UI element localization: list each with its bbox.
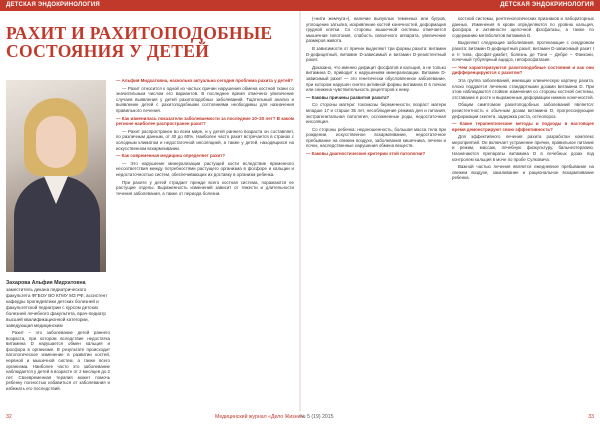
article-paragraph: Со стороны ребенка: недоношенность, большая масса тела при рождении, искусственное вскармливание, недостаточное пребывание на свежем воздухе, заболевания кишечника, печени и почек, наследственные нарушения обмена веществ. xyxy=(306,126,446,149)
author-bio: заместитель декана педиатрического факультета ФГБОУ ВО КГМУ МЗ РФ, ассистент кафедры пропедевтики детских болезней и факультетской педиатрии с курсом детских болезней лечебного факультета, врач-педиатр высшей квалификационной категории, заведующая медицинским xyxy=(6,287,108,328)
interview-question: — Каковы диагностические критерии этой патологии? xyxy=(306,151,426,157)
column-4 xyxy=(452,16,594,408)
interview-question: — Каковы причины развития рахита? xyxy=(306,94,390,100)
article-title: РАХИТ И РАХИТОПОДОБНЫЕ СОСТОЯНИЯ У ДЕТЕЙ xyxy=(6,23,273,61)
page-spine xyxy=(299,11,301,411)
article-paragraph: («нити жемчуга»), наличие выпуклых теменных или бугров, уплощение затылка, искривление костей конечностей, деформация грудной клетки. Со стороны мышечной системы отмечается мышечная гипотония, слабость связочного аппарата, увеличение размеров живота. xyxy=(306,16,446,44)
author-photo xyxy=(6,80,106,272)
page-footer xyxy=(0,411,600,424)
article-paragraph: Доказано, что именно дефицит фосфатов и кальция, а не только витамина D, приводит к нарушениям минерализации. Витамин D-зависимый рахит — это генетически обусловленное заболевание, при котором нарушен синтез активной формы витамина D в почках или снижена чувствительность рецепторов к нему. xyxy=(306,64,446,93)
page-number-right: 33 xyxy=(588,414,594,420)
interview-question: — Как изменилась показатели заболеваемости за последние 10–20 лет? В каком регионе наиболее распространен рахит? xyxy=(116,115,294,127)
article-paragraph: костной системы, рентгенологических признаков и лабораторных данных. Изменения в крови определяются по уровню кальция, фосфора и активности щелочной фосфатазы, а также по содержанию метаболитов витамина D. xyxy=(452,16,594,38)
interview-question: — Чем характеризуются рахитоподобные состояния и как они дифференцируются с рахитом? xyxy=(452,64,594,76)
article-paragraph: — Рахит распространен во всем мире, и у детей раннего возраста он составляет, по различным данным, от 40 до 60%. Наиболее часто рахит встречается в странах с холодным климатом и недостаточной инсоляцией, а также у детей, находящихся на искусственном вскармливании. xyxy=(116,128,294,151)
article-paragraph: Общим симптомом рахитоподобных заболеваний является: резистентность к обычным дозам витамина D, прогрессирующие деформации скелета, задержка роста, остеопороз. xyxy=(452,102,594,119)
page-number-left: 32 xyxy=(6,414,12,420)
article-paragraph: Для эффективного лечения рахита разработан комплекс мероприятий. Он включает устранение причин, правильное питание и режим, массаж, лечебную физкультуру, бальнеотерапию. Назначаются препараты витамина D в лечебных дозах под контролем кальция в моче по пробе Сулковича. xyxy=(452,134,594,162)
intro-paragraph: Рахит – это заболевание детей раннего возраста, при котором вследствие недостатка витамина D нарушается обмен кальция и фосфора в организме. В результате происходит патологическое изменение в развитии костей, нервной и мышечной систем, а также всего организма. Наиболее часто это заболевание наблюдается у детей в возрасте от 2 месяцев до 2 лет. Своевременная терапия может помочь ребенку полностью избавиться от заболевания и избежать его последствий. xyxy=(6,330,110,391)
article-paragraph: — Рахит относится к одной из частых причин нарушения обмена костной ткани со значительным числом его вариантов. В последнее время отмечено увеличение случаев выявления у детей рахитоподобных заболеваний. Тщательный анализ и выявление детей с рахитоподобными состояниями необходимы для назначения правильного лечения. xyxy=(116,85,294,113)
section-header-right: ДЕТСКАЯ ЭНДОКРИНОЛОГИЯ xyxy=(300,0,600,11)
author-caption xyxy=(6,280,110,329)
article-paragraph: Выделяют следующие заболевания, протекающие с синдромом рахита: витамин D-дефицитный рахит, витамин D-зависимый рахит I и II типа, фосфат-диабет, болезнь де Тони – Дебре – Фанкони, почечный тубулярный ацидоз, гипофосфатазия. xyxy=(452,40,594,63)
interview-question: — Альфия Мидхатовна, насколько актуальна сегодня проблема рахита у детей? xyxy=(116,78,293,83)
author-name: Захарова Альфия Мидхатовна xyxy=(6,280,86,286)
journal-name: Медицинский журнал «Дело Жизни» xyxy=(215,414,304,420)
article-paragraph: Со стороны матери: токсикозы беременности, возраст матери младше 17 и старше 35 лет, несоблюдение режима дня и питания, экстрагенитальная патология, осложненные роды, недостаточная инсоляция. xyxy=(306,102,446,125)
interview-question: — Как современная медицина определяет рахит? xyxy=(116,153,226,159)
article-paragraph: — Это нарушение минерализации растущей кости вследствие временного несоответствия между потребностями растущего организма в фосфоре и кальции и недостаточностью систем, обеспечивающих их доставку в организм ребенка. xyxy=(116,160,294,177)
article-paragraph: При рахите у детей страдает прежде всего костная система, поражаются ее растущие отделы. Выраженность изменений зависит от тяжести и длительности течения заболевания, а также от периода болезни. xyxy=(116,179,294,196)
article-paragraph: Эта группа заболеваний, имеющих клиническую картину рахита, плохо поддается лечению стандартными дозами витамина D. При этом наблюдаются стойкие изменения со стороны костной системы, отставание в росте и выраженные деформации нижних конечностей. xyxy=(452,77,594,100)
intro-column xyxy=(6,330,110,408)
column-2 xyxy=(116,78,294,408)
section-header-left: ДЕТСКАЯ ЭНДОКРИНОЛОГИЯ xyxy=(0,0,300,11)
issue-number: № 5 (19) 2015 xyxy=(300,414,334,420)
article-paragraph: В зависимости от причин выделяют три формы рахита: витамин D-дефицитный, витамин D-зависимый и витамин D-резистентный рахит. xyxy=(306,45,446,63)
interview-question: — Какие терапевтические методы и подходы в настоящее время демонстрируют свою эффективность? xyxy=(452,121,594,132)
article-paragraph: Важной частью лечения является ежедневное пребывание на свежем воздухе, закаливание и рациональное вскармливание ребенка. xyxy=(452,164,594,181)
column-3 xyxy=(306,16,446,408)
